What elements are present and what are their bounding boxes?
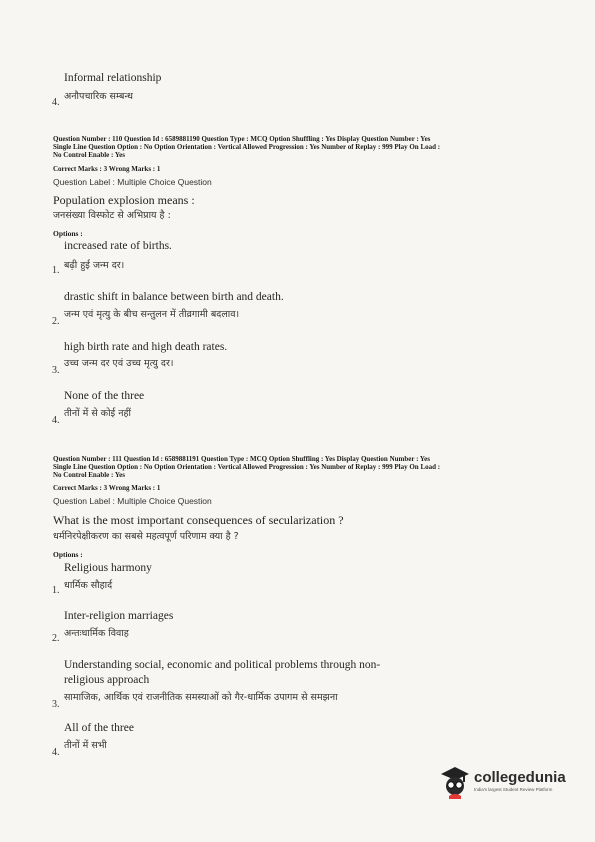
q110-question-text-en: Population explosion means : [53, 193, 195, 207]
prev-option-4-hi: अनौपचारिक सम्बन्ध [64, 91, 133, 102]
q111-option-2-number: 2. [52, 633, 60, 644]
q111-option-1-number: 1. [52, 585, 60, 596]
q110-option-4-hi: तीनों में से कोई नहीं [64, 408, 131, 419]
q111-question-text-en: What is the most important consequences of secularization ? [53, 513, 344, 527]
q110-marks: Correct Marks : 3 Wrong Marks : 1 [53, 165, 161, 173]
mascot-icon [438, 765, 472, 799]
q111-option-4-en: All of the three [64, 722, 134, 734]
q110-option-1-hi: बढ़ी हुई जन्म दर। [64, 260, 125, 271]
q110-option-3-hi: उच्च जन्म दर एवं उच्च मृत्यु दर। [64, 358, 174, 369]
q110-option-2-en: drastic shift in balance between birth and death. [64, 291, 284, 303]
q111-meta-line-3: No Control Enable : Yes [53, 471, 125, 479]
q110-question-label: Question Label : Multiple Choice Question [53, 177, 212, 187]
q110-option-2-hi: जन्म एवं मृत्यु के बीच सन्तुलन में तीव्रगामी बदलाव। [64, 309, 240, 320]
prev-option-4-number: 4. [52, 97, 60, 108]
q111-marks: Correct Marks : 3 Wrong Marks : 1 [53, 484, 161, 492]
q111-option-3-hi: सामाजिक, आर्थिक एवं राजनीतिक समस्याओं को गैर-धार्मिक उपागम से समझना [64, 692, 338, 703]
q110-meta-line-2: Single Line Question Option : No Option Orientation : Vertical Allowed Progression : Yes Number of Replay : 999 Play On Load : [53, 143, 441, 151]
q110-meta-line-1: Question Number : 110 Question Id : 6589881190 Question Type : MCQ Option Shuffling : Yes Display Question Number : Yes [53, 135, 431, 143]
q110-meta-line-3: No Control Enable : Yes [53, 151, 125, 159]
q111-question-label: Question Label : Multiple Choice Question [53, 496, 212, 506]
q111-option-1-hi: धार्मिक सौहार्द [64, 580, 113, 591]
logo-name: collegedunia [474, 769, 566, 786]
q111-option-3-en-line-1: Understanding social, economic and political problems through non- [64, 659, 381, 671]
q111-option-2-hi: अन्तःधार्मिक विवाह [64, 628, 129, 639]
q111-meta-line-2: Single Line Question Option : No Option Orientation : Vertical Allowed Progression : Yes Number of Replay : 999 Play On Load : [53, 463, 441, 471]
q111-option-4-number: 4. [52, 747, 60, 758]
q110-option-3-number: 3. [52, 365, 60, 376]
collegedunia-logo [438, 765, 566, 805]
q110-option-3-en: high birth rate and high death rates. [64, 341, 228, 353]
q111-option-3-number: 3. [52, 699, 60, 710]
q110-option-4-number: 4. [52, 415, 60, 426]
logo-tagline: India's largest Student Review Platform [474, 787, 553, 792]
q110-option-4-en: None of the three [64, 390, 145, 402]
q110-option-2-number: 2. [52, 316, 60, 327]
q111-options-heading: Options : [53, 550, 83, 559]
q111-option-2-en: Inter-religion marriages [64, 610, 174, 622]
q111-question-text-hi: धर्मनिरपेक्षीकरण का सबसे महत्वपूर्ण परिणाम क्या है ? [53, 531, 239, 542]
q111-meta-line-1: Question Number : 111 Question Id : 6589881191 Question Type : MCQ Option Shuffling : Yes Display Question Number : Yes [53, 455, 431, 463]
q110-question-text-hi: जनसंख्या विस्फोट से अभिप्राय है : [53, 210, 171, 221]
q110-options-heading: Options : [53, 229, 83, 238]
q111-option-3-en-line-2: religious approach [64, 674, 150, 686]
prev-option-4-en: Informal relationship [64, 72, 162, 84]
q110-option-1-en: increased rate of births. [64, 240, 172, 252]
q111-option-1-en: Religious harmony [64, 562, 152, 574]
q110-option-1-number: 1. [52, 265, 60, 276]
q111-option-4-hi: तीनों में सभी [64, 740, 107, 751]
